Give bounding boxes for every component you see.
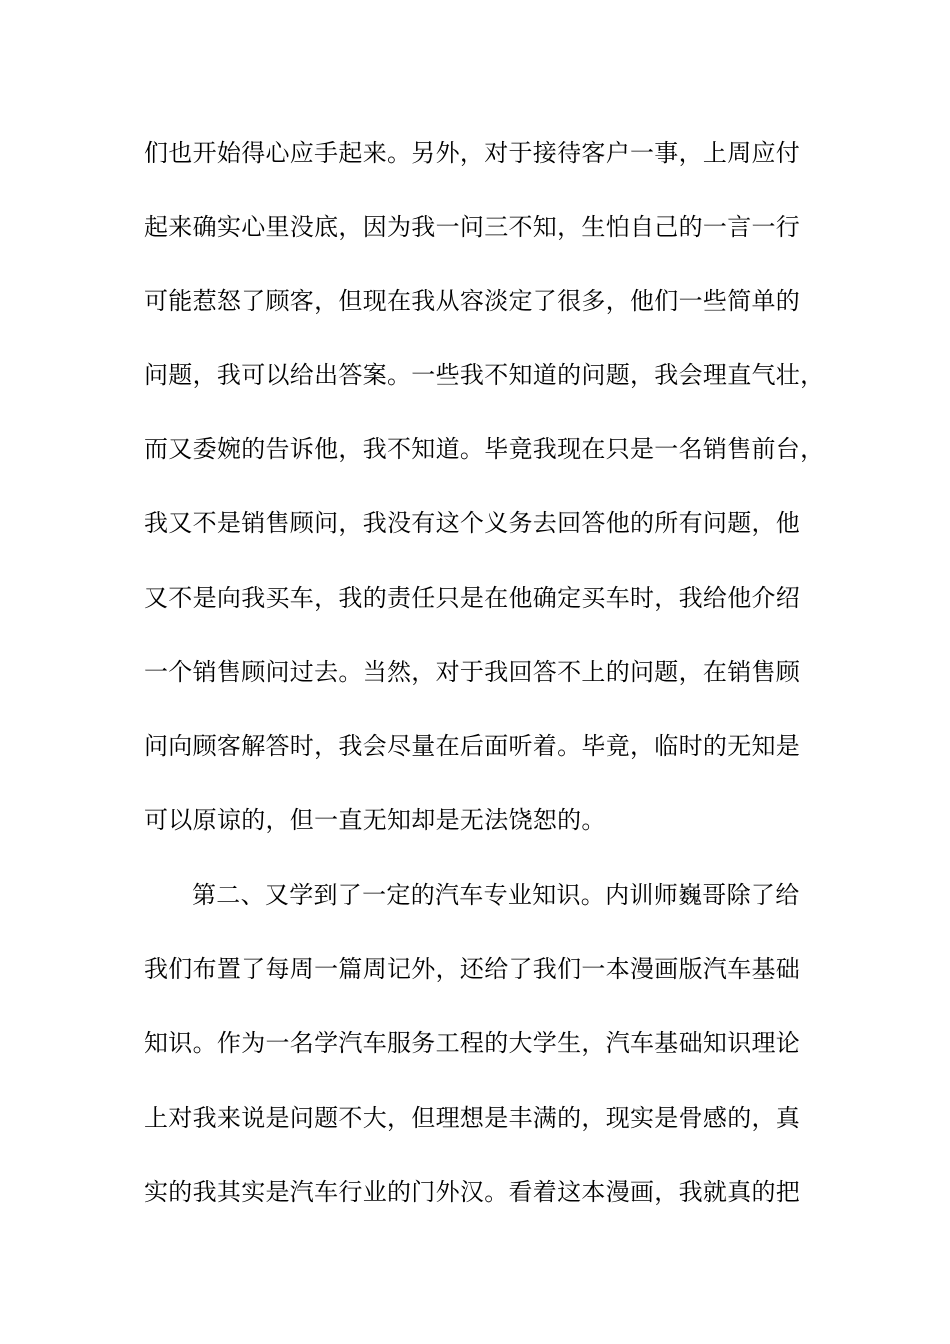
text-line: 又不是向我买车，我的责任只是在他确定买车时，我给他介绍 (144, 584, 801, 612)
text-line: 第二、又学到了一定的汽车专业知识。内训师巍哥除了给 (192, 881, 800, 909)
text-line: 我们布置了每周一篇周记外，还给了我们一本漫画版汽车基础 (144, 955, 801, 983)
text-line: 问题，我可以给出答案。一些我不知道的问题，我会理直气壮， (144, 361, 825, 389)
text-line: 可以原谅的，但一直无知却是无法饶恕的。 (144, 806, 606, 834)
text-line: 而又委婉的告诉他，我不知道。毕竟我现在只是一名销售前台， (144, 435, 825, 463)
text-line: 起来确实心里没底，因为我一问三不知，生怕自己的一言一行 (144, 213, 801, 241)
text-line: 问向顾客解答时，我会尽量在后面听着。毕竟，临时的无知是 (144, 732, 801, 760)
text-line: 实的我其实是汽车行业的门外汉。看着这本漫画，我就真的把 (144, 1178, 801, 1206)
text-line: 可能惹怒了顾客，但现在我从容淡定了很多，他们一些简单的 (144, 287, 801, 315)
text-line: 我又不是销售顾问，我没有这个义务去回答他的所有问题，他 (144, 509, 801, 537)
text-line: 知识。作为一名学汽车服务工程的大学生，汽车基础知识理论 (144, 1029, 801, 1057)
text-line: 上对我来说是问题不大，但理想是丰满的，现实是骨感的，真 (144, 1104, 801, 1132)
text-line: 一个销售顾问过去。当然，对于我回答不上的问题，在销售顾 (144, 658, 801, 686)
text-line: 们也开始得心应手起来。另外，对于接待客户一事，上周应付 (144, 139, 801, 167)
